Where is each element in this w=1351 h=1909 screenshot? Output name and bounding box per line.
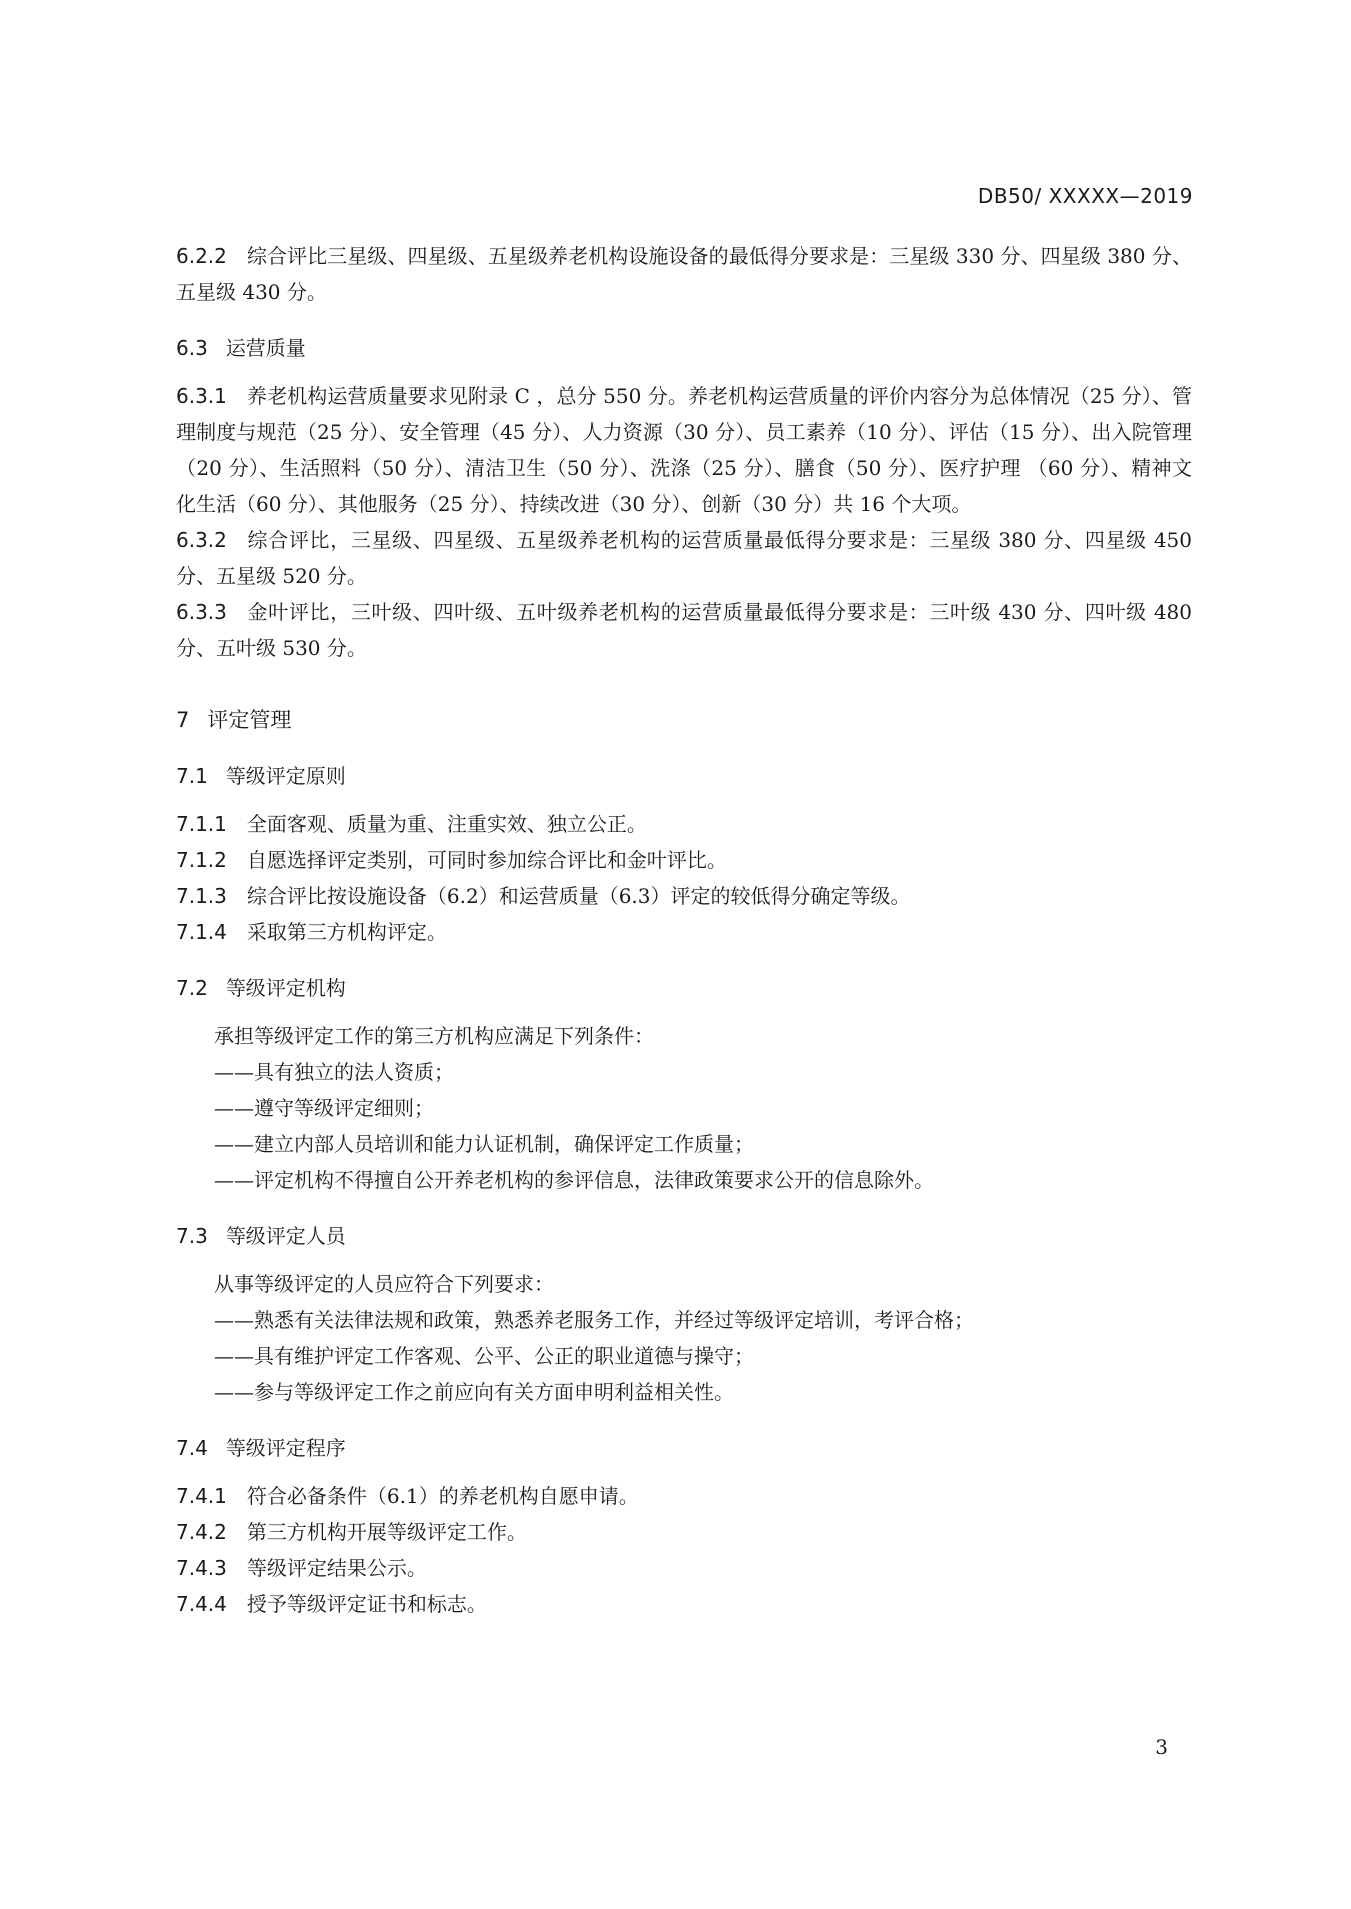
clause-text: 综合评比按设施设备（6.2）和运营质量（6.3）评定的较低得分确定等级。 <box>246 884 911 908</box>
clause-paragraph <box>176 878 1192 914</box>
clause-number: 7.1.1 <box>176 812 227 836</box>
chapter-heading <box>176 702 1192 738</box>
section-heading <box>176 1430 1192 1466</box>
clause-paragraph <box>176 378 1192 522</box>
clause-paragraph <box>176 1478 1192 1514</box>
clause-paragraph <box>176 914 1192 950</box>
clause-number: 7.4.4 <box>176 1592 227 1616</box>
section-heading <box>176 1218 1192 1254</box>
clause-text: 自愿选择评定类别，可同时参加综合评比和金叶评比。 <box>246 848 727 872</box>
clause-number: 7.4 <box>176 1436 208 1460</box>
clause-text: 运营质量 <box>225 336 306 360</box>
clause-number: 6.3 <box>176 336 208 360</box>
document-code: DB50/ XXXXX—2019 <box>977 184 1193 208</box>
clause-number: 7 <box>176 708 190 732</box>
list-item <box>176 1374 1192 1410</box>
clause-number: 7.4.2 <box>176 1520 227 1544</box>
list-item <box>176 1090 1192 1126</box>
clause-text: 从事等级评定的人员应符合下列要求： <box>214 1272 554 1296</box>
clause-text: 等级评定人员 <box>225 1224 346 1248</box>
clause-number: 7.1.3 <box>176 884 227 908</box>
list-item <box>176 1054 1192 1090</box>
clause-text: ——熟悉有关法律法规和政策，熟悉养老服务工作，并经过等级评定培训，考评合格； <box>214 1308 974 1332</box>
clause-text: 全面客观、质量为重、注重实效、独立公正。 <box>246 812 647 836</box>
clause-number: 6.3.1 <box>176 384 227 408</box>
clause-number: 7.1.2 <box>176 848 227 872</box>
list-item <box>176 1338 1192 1374</box>
clause-number: 7.1 <box>176 764 208 788</box>
page-number: 3 <box>1155 1735 1168 1759</box>
clause-text: 承担等级评定工作的第三方机构应满足下列条件： <box>214 1024 654 1048</box>
clause-text: 综合评比三星级、四星级、五星级养老机构设施设备的最低得分要求是：三星级 330 分、四星级 380 分、五星级 430 分。 <box>176 244 1192 304</box>
list-item <box>176 1162 1192 1198</box>
clause-number: 7.4.1 <box>176 1484 227 1508</box>
clause-text: 授予等级评定证书和标志。 <box>246 1592 487 1616</box>
clause-text: ——遵守等级评定细则； <box>214 1096 434 1120</box>
clause-paragraph <box>176 842 1192 878</box>
clause-number: 7.4.3 <box>176 1556 227 1580</box>
section-heading <box>176 758 1192 794</box>
clause-text: 金叶评比，三叶级、四叶级、五叶级养老机构的运营质量最低得分要求是：三叶级 430 分、四叶级 480 分、五叶级 530 分。 <box>176 600 1192 660</box>
list-intro <box>176 1266 1192 1302</box>
clause-text: 等级评定机构 <box>225 976 346 1000</box>
clause-text: 采取第三方机构评定。 <box>246 920 447 944</box>
clause-text: 评定管理 <box>207 708 292 732</box>
list-item <box>176 1126 1192 1162</box>
document-body <box>176 238 1192 1622</box>
clause-number: 7.1.4 <box>176 920 227 944</box>
clause-text: 等级评定结果公示。 <box>246 1556 427 1580</box>
clause-paragraph <box>176 1586 1192 1622</box>
clause-paragraph <box>176 238 1192 310</box>
clause-paragraph <box>176 1550 1192 1586</box>
clause-number: 7.3 <box>176 1224 208 1248</box>
clause-text: ——具有独立的法人资质； <box>214 1060 454 1084</box>
clause-text: 综合评比，三星级、四星级、五星级养老机构的运营质量最低得分要求是：三星级 380 分、四星级 450 分、五星级 520 分。 <box>176 528 1192 588</box>
clause-paragraph <box>176 1514 1192 1550</box>
clause-number: 6.3.3 <box>176 600 227 624</box>
clause-text: ——评定机构不得擅自公开养老机构的参评信息，法律政策要求公开的信息除外。 <box>214 1168 934 1192</box>
clause-text: ——具有维护评定工作客观、公平、公正的职业道德与操守； <box>214 1344 754 1368</box>
list-intro <box>176 1018 1192 1054</box>
clause-text: 等级评定原则 <box>225 764 346 788</box>
clause-text: 符合必备条件（6.1）的养老机构自愿申请。 <box>246 1484 639 1508</box>
clause-paragraph <box>176 522 1192 594</box>
clause-number: 7.2 <box>176 976 208 1000</box>
section-heading <box>176 330 1192 366</box>
list-item <box>176 1302 1192 1338</box>
clause-number: 6.3.2 <box>176 528 227 552</box>
clause-text: ——建立内部人员培训和能力认证机制，确保评定工作质量； <box>214 1132 754 1156</box>
clause-text: 养老机构运营质量要求见附录 C ，总分 550 分。养老机构运营质量的评价内容分为总体情况（25 分）、管理制度与规范（25 分）、安全管理（45 分）、人力资源（30 分）、员工素养（10 分）、评估（15 分）、出入院管理（20 分）、生活照料（50 分）、清洁卫生（50 分）、洗涤（25 分）、膳食（50 分）、医疗护理 （60 分）、精神文化生活（60 分）、其他服务（25 分）、持续改进（30 分）、创新（30 分）共 16 个大项。 <box>176 384 1192 516</box>
clause-paragraph <box>176 806 1192 842</box>
section-heading <box>176 970 1192 1006</box>
clause-text: 第三方机构开展等级评定工作。 <box>246 1520 527 1544</box>
clause-text: 等级评定程序 <box>225 1436 346 1460</box>
clause-paragraph <box>176 594 1192 666</box>
clause-text: ——参与等级评定工作之前应向有关方面申明利益相关性。 <box>214 1380 734 1404</box>
clause-number: 6.2.2 <box>176 244 227 268</box>
